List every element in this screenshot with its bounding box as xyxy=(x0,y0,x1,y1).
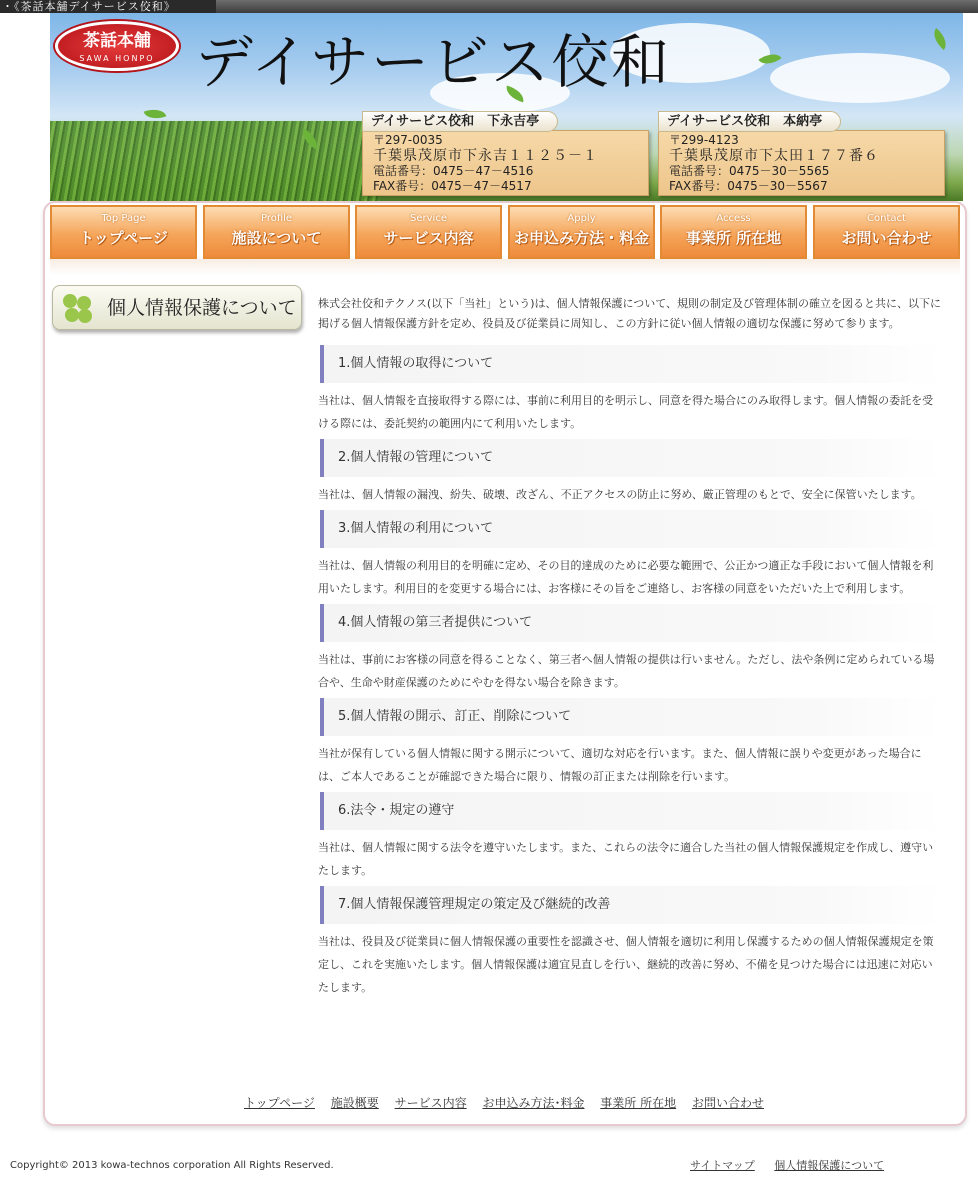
site-title: デイサービス佼和 xyxy=(195,28,671,96)
nav-item-ja-label: 施設について xyxy=(231,229,322,247)
nav-item-service[interactable] xyxy=(355,205,502,259)
nav-item-ja-label: お問い合わせ xyxy=(841,229,932,247)
section-body: 当社が保有している個人情報に関する開示について、適切な対応を行います。また、個人情報に誤りや変更があった場合には、ご本人であることが確認できた場合に限り、情報の訂正または削除を行います。 xyxy=(318,747,922,783)
section-heading: 2.個人情報の管理について xyxy=(320,439,942,477)
privacy-policy-content xyxy=(318,294,942,1003)
sawa-honpo-logo[interactable] xyxy=(55,21,179,71)
footer-nav xyxy=(0,1093,978,1113)
sidebar-title: 個人情報保護について xyxy=(107,297,297,319)
nav-item-ja-label: トップページ xyxy=(79,229,168,247)
grass-decoration xyxy=(50,121,380,201)
nav-item-top-page[interactable] xyxy=(50,205,197,259)
section-body: 当社は、個人情報を直接取得する際には、事前に利用目的を明示し、同意を得た場合にのみ取得します。個人情報の委託を受ける際には、委託契約の範囲内にて利用いたします。 xyxy=(318,394,934,430)
section-heading: 3.個人情報の利用について xyxy=(320,510,942,548)
office-details xyxy=(362,130,649,196)
copyright: Copyright© 2013 kowa-technos corporation All Rights Reserved. xyxy=(10,1160,334,1171)
footer-link-access[interactable]: 事業所 所在地 xyxy=(600,1096,677,1110)
footer-link-apply[interactable]: お申込み方法･料金 xyxy=(482,1096,585,1110)
office-address: 千葉県茂原市下太田１７７番６ xyxy=(669,148,879,164)
section-body: 当社は、個人情報の利用目的を明確に定め、その目的達成のために必要な範囲で、公正かつ適正な手段において個人情報を利用いたします。利用目的を変更する場合には、お客様にその旨をご連絡し、お客様の同意をいただいた上で利用します。 xyxy=(318,559,934,595)
clover-icon xyxy=(63,294,93,324)
section-heading: 4.個人情報の第三者提供について xyxy=(320,604,942,642)
office-name: デイサービス佼和 本納亭 xyxy=(658,111,841,132)
header-banner xyxy=(50,13,963,201)
footer-link-top[interactable]: トップページ xyxy=(244,1096,315,1110)
nav-item-access[interactable] xyxy=(660,205,807,259)
nav-item-en-label: Contact xyxy=(867,213,906,224)
office-fax: FAX番号：0475－47－4517 xyxy=(373,179,532,193)
nav-item-profile[interactable] xyxy=(203,205,350,259)
footer-link-contact[interactable]: お問い合わせ xyxy=(691,1096,764,1110)
office-address: 千葉県茂原市下永吉１１２５－１ xyxy=(373,148,598,164)
nav-item-apply[interactable] xyxy=(508,205,655,259)
section-body: 当社は、個人情報の漏洩、紛失、破壊、改ざん、不正アクセスの防止に努め、厳正管理のもとで、安全に保管いたします。 xyxy=(318,488,922,501)
logo-main-text: 茶話本舗 xyxy=(83,31,151,51)
nav-item-en-label: Top Page xyxy=(101,213,146,224)
privacy-link[interactable]: 個人情報保護について xyxy=(774,1159,885,1172)
office-postal: 〒299-4123 xyxy=(669,133,739,147)
cloud-decoration xyxy=(770,53,950,103)
sidebar-title-badge xyxy=(52,285,302,330)
nav-item-en-label: Apply xyxy=(567,213,596,224)
office-card-shimonagayoshi xyxy=(362,110,649,196)
office-fax: FAX番号：0475－30－5567 xyxy=(669,179,828,193)
sitemap-link[interactable]: サイトマップ xyxy=(690,1159,755,1172)
section-heading: 6.法令・規定の遵守 xyxy=(320,792,942,830)
policy-intro: 株式会社佼和テクノス(以下「当社」という)は、個人情報保護について、規則の制定及び管理体制の確立を図ると共に、以下に掲げる個人情報保護方針を定め、役員及び従業員に周知し、この方針に従い個人情報の適切な保護に努めて参ります。 xyxy=(318,297,942,330)
top-bar xyxy=(0,0,978,13)
nav-item-ja-label: お申込み方法・料金 xyxy=(513,229,649,247)
leaf-decoration xyxy=(928,28,951,50)
nav-item-contact[interactable] xyxy=(813,205,960,259)
window-title: ・《茶話本舗デイサービス佼和》 xyxy=(2,0,176,13)
nav-item-en-label: Service xyxy=(410,213,447,224)
office-tel: 電話番号：0475－47－4516 xyxy=(373,164,534,178)
global-nav xyxy=(50,205,960,259)
nav-item-ja-label: サービス内容 xyxy=(383,229,474,247)
nav-item-en-label: Profile xyxy=(260,213,293,224)
section-heading: 1.個人情報の取得について xyxy=(320,345,942,383)
section-heading: 7.個人情報保護管理規定の策定及び継続的改善 xyxy=(320,886,942,924)
bottom-links xyxy=(690,1157,900,1175)
office-name: デイサービス佼和 下永吉亭 xyxy=(362,111,558,132)
footer-link-service[interactable]: サービス内容 xyxy=(394,1096,467,1110)
office-details xyxy=(658,130,945,196)
office-tel: 電話番号：0475－30－5565 xyxy=(669,164,830,178)
section-body: 当社は、事前にお客様の同意を得ることなく、第三者へ個人情報の提供は行いません。ただし、法や条例に定められている場合や、生命や財産保護のためにやむを得ない場合を除きます。 xyxy=(318,653,935,689)
footer-link-overview[interactable]: 施設概要 xyxy=(330,1096,379,1110)
logo-sub-text: SAWA HONPO xyxy=(79,54,155,63)
nav-item-en-label: Access xyxy=(716,213,751,224)
section-heading: 5.個人情報の開示、訂正、削除について xyxy=(320,698,942,736)
section-body: 当社は、個人情報に関する法令を遵守いたします。また、これらの法令に適合した当社の個人情報保護規定を作成し、遵守いたします。 xyxy=(318,841,934,877)
nav-item-ja-label: 事業所 所在地 xyxy=(685,229,782,247)
office-card-honno xyxy=(658,110,945,196)
section-body: 当社は、役員及び従業員に個人情報保護の重要性を認識させ、個人情報を適切に利用し保護するための個人情報保護規定を策定し、これを実施いたします。個人情報保護は適宜見直しを行い、継続的改善に努め、不備を見つけた場合には迅速に対応いたします。 xyxy=(318,935,934,994)
nav-shadow xyxy=(50,259,960,275)
office-postal: 〒297-0035 xyxy=(373,133,443,147)
